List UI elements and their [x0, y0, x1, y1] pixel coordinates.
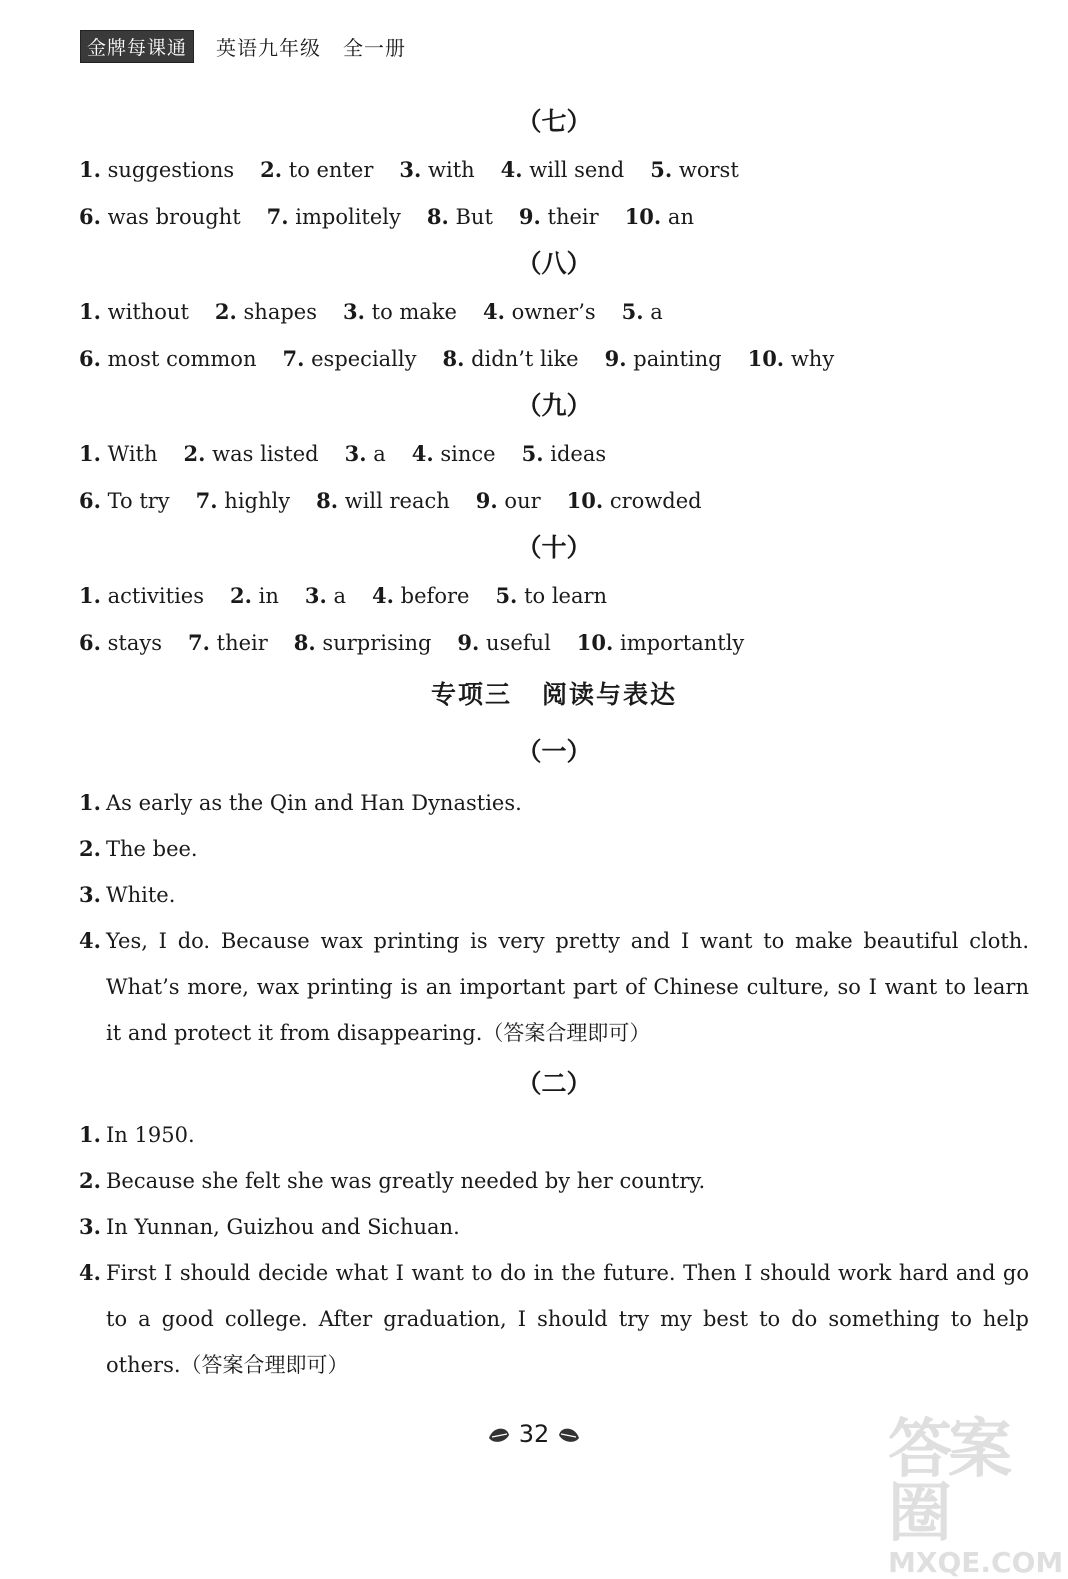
answer-row	[79, 619, 1029, 666]
item-number: 5.	[621, 299, 644, 324]
item-answer: painting	[633, 347, 722, 371]
item-number: 10.	[624, 204, 662, 229]
item-answer: surprising	[322, 631, 432, 655]
answer-item	[399, 158, 474, 182]
item-answer: Because she felt she was greatly needed by her country.	[106, 1169, 706, 1193]
item-number: 1.	[79, 583, 101, 608]
answer-item	[495, 584, 607, 608]
answer-item	[412, 442, 496, 466]
item-number: 3.	[79, 882, 101, 907]
item-number: 10.	[747, 346, 785, 371]
item-number: 6.	[79, 204, 101, 229]
item-number: 2.	[260, 157, 283, 182]
answer-item	[501, 158, 625, 182]
leaf-right-icon	[557, 1426, 581, 1444]
section-title: （八）	[516, 249, 592, 278]
answer-item	[605, 347, 722, 371]
leaf-left-icon	[487, 1426, 511, 1444]
item-answer: To try	[107, 489, 170, 513]
item-answer: before	[400, 584, 470, 608]
answer-row	[79, 193, 1029, 240]
answer-item	[522, 442, 607, 466]
question-answer	[79, 826, 1029, 872]
item-number: 4.	[411, 441, 434, 466]
item-number: 1.	[79, 790, 101, 815]
answer-item	[483, 300, 596, 324]
answer-item	[372, 584, 469, 608]
item-number: 2.	[230, 583, 252, 608]
question-answer	[79, 918, 1029, 1056]
watermark-logo-text: 答案圈	[888, 1413, 1008, 1551]
item-answer: to learn	[524, 584, 608, 608]
answer-item	[343, 300, 457, 324]
watermark-url: MXQE.COM	[888, 1546, 1064, 1579]
item-answer: Yes, I do. Because wax printing is very pretty and I want to make beautiful cloth. What’s more, wax printing is an important part of Chinese culture, so I want to learn it and protect it from disappearing.（答案合理即可）	[106, 929, 1029, 1045]
item-number: 2.	[183, 441, 206, 466]
page-number: 32	[518, 1420, 550, 1448]
item-answer: useful	[486, 631, 551, 655]
item-answer: was brought	[107, 205, 241, 229]
answer-item	[79, 631, 162, 655]
item-number: 7.	[188, 630, 210, 655]
item-number: 9.	[457, 630, 480, 655]
question-answer	[79, 1112, 1029, 1158]
volume-label: 全一册	[343, 35, 407, 60]
item-answer: But	[455, 205, 493, 229]
item-number: 8.	[316, 488, 339, 513]
item-answer: especially	[311, 347, 417, 371]
item-number: 1.	[79, 299, 101, 324]
site-watermark	[888, 1413, 1064, 1579]
brand-label: 金牌每课通	[80, 30, 194, 63]
item-answer: since	[440, 442, 496, 466]
item-number: 3.	[304, 583, 327, 608]
section-title: （二）	[516, 1069, 592, 1098]
answer-row	[79, 146, 1029, 193]
item-number: 1.	[79, 157, 101, 182]
item-number: 8.	[293, 630, 316, 655]
item-number: 3.	[79, 1214, 101, 1239]
item-answer: will send	[529, 158, 625, 182]
item-number: 7.	[195, 488, 218, 513]
answer-item	[79, 158, 234, 182]
item-answer: a	[373, 442, 386, 466]
item-answer: crowded	[609, 489, 702, 513]
item-number: 8.	[426, 204, 449, 229]
item-number: 6.	[79, 346, 101, 371]
answer-item	[196, 489, 290, 513]
question-answer	[79, 1204, 1029, 1250]
item-number: 10.	[576, 630, 614, 655]
answer-item	[188, 631, 268, 655]
answer-row	[79, 288, 1029, 335]
item-number: 4.	[79, 1260, 101, 1285]
answer-item	[427, 205, 493, 229]
item-number: 6.	[79, 630, 101, 655]
section-title: （十）	[516, 533, 592, 562]
reading-sections	[79, 724, 1029, 1388]
item-number: 3.	[399, 157, 422, 182]
item-answer: activities	[107, 584, 205, 608]
item-answer: ideas	[550, 442, 607, 466]
subject-label: 英语九年级	[216, 35, 322, 60]
item-answer: First I should decide what I want to do in the future. Then I should work hard and go to a good college. After graduation, I should try my best to do something to help others.（答案合理即可）	[106, 1261, 1029, 1377]
question-answer	[79, 1158, 1029, 1204]
item-answer: our	[504, 489, 541, 513]
chapter-name: 阅读与表达	[542, 680, 678, 709]
answer-item	[79, 205, 241, 229]
item-number: 2.	[79, 836, 101, 861]
item-number: 4.	[79, 928, 101, 953]
answer-item	[577, 631, 745, 655]
answer-item	[305, 584, 346, 608]
item-number: 3.	[343, 299, 365, 324]
chapter-number: 专项三	[430, 680, 512, 709]
answer-item	[476, 489, 541, 513]
answer-item	[294, 631, 432, 655]
item-answer: with	[428, 158, 475, 182]
item-answer: most common	[107, 347, 257, 371]
item-answer: stays	[107, 631, 163, 655]
answer-item	[79, 584, 204, 608]
item-answer: owner’s	[511, 300, 596, 324]
answer-item	[184, 442, 319, 466]
item-answer: without	[107, 300, 189, 324]
item-number: 7.	[266, 204, 289, 229]
item-number: 4.	[500, 157, 523, 182]
item-answer: a	[333, 584, 347, 608]
item-answer: In 1950.	[106, 1123, 195, 1147]
answer-row	[79, 572, 1029, 619]
item-answer: an	[667, 205, 694, 229]
answer-row	[79, 477, 1029, 524]
answer-item	[622, 300, 663, 324]
item-answer: worst	[678, 158, 739, 182]
section-title: （七）	[516, 107, 592, 136]
answer-item	[79, 489, 170, 513]
answer-item	[215, 300, 317, 324]
item-answer: impolitely	[295, 205, 401, 229]
section-title: （九）	[516, 391, 592, 420]
answer-item	[519, 205, 599, 229]
item-number: 8.	[442, 346, 465, 371]
answer-item	[457, 631, 550, 655]
answer-item	[282, 347, 416, 371]
item-number: 2.	[214, 299, 237, 324]
item-answer: suggestions	[107, 158, 235, 182]
item-answer: highly	[224, 489, 291, 513]
answer-item	[625, 205, 694, 229]
question-answer	[79, 780, 1029, 826]
item-answer: a	[650, 300, 663, 324]
item-number: 10.	[566, 488, 604, 513]
item-number: 5.	[650, 157, 673, 182]
answer-item	[442, 347, 578, 371]
answer-row	[79, 430, 1029, 477]
item-answer: to enter	[288, 158, 374, 182]
item-answer: shapes	[243, 300, 317, 324]
item-answer: why	[790, 347, 835, 371]
item-answer: In Yunnan, Guizhou and Sichuan.	[106, 1215, 460, 1239]
question-answer	[79, 872, 1029, 918]
answer-item	[79, 442, 158, 466]
section-title: （一）	[516, 737, 592, 766]
item-answer: their	[216, 631, 268, 655]
question-answer	[79, 1250, 1029, 1388]
answer-item	[267, 205, 401, 229]
item-answer: will reach	[344, 489, 450, 513]
answer-item	[260, 158, 373, 182]
item-answer: to make	[371, 300, 457, 324]
page-header	[80, 30, 406, 62]
item-number: 3.	[344, 441, 367, 466]
blank-fill-sections	[79, 98, 1029, 666]
item-number: 4.	[482, 299, 505, 324]
item-number: 9.	[518, 204, 541, 229]
item-answer: White.	[106, 883, 176, 907]
item-answer: importantly	[620, 631, 745, 655]
item-answer: in	[258, 584, 279, 608]
item-answer: was listed	[212, 442, 319, 466]
item-number: 9.	[475, 488, 498, 513]
answer-item	[567, 489, 702, 513]
item-number: 7.	[282, 346, 305, 371]
answer-item	[748, 347, 835, 371]
item-answer: With	[107, 442, 158, 466]
item-number: 5.	[521, 441, 544, 466]
answer-item	[79, 300, 189, 324]
answer-item	[650, 158, 739, 182]
answer-item	[79, 347, 256, 371]
item-number: 4.	[372, 583, 394, 608]
item-number: 6.	[79, 488, 101, 513]
item-answer: As early as the Qin and Han Dynasties.	[106, 791, 522, 815]
answer-item	[230, 584, 279, 608]
item-answer: their	[547, 205, 599, 229]
item-answer: didn’t like	[471, 347, 579, 371]
answer-row	[79, 335, 1029, 382]
item-number: 2.	[79, 1168, 101, 1193]
answer-content	[79, 98, 1029, 1388]
answer-item	[345, 442, 386, 466]
answer-item	[316, 489, 450, 513]
item-number: 9.	[604, 346, 627, 371]
item-number: 1.	[79, 1122, 101, 1147]
chapter-title	[79, 666, 1029, 724]
item-answer: The bee.	[106, 837, 198, 861]
item-number: 5.	[495, 583, 518, 608]
item-number: 1.	[79, 441, 101, 466]
